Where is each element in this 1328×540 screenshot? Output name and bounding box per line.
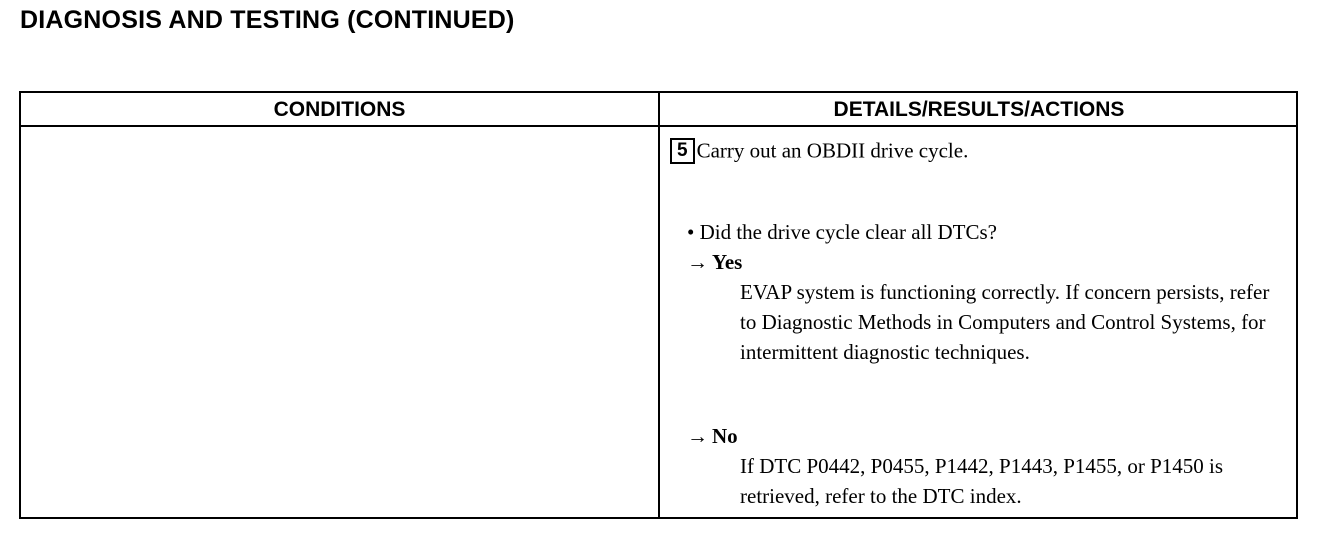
right-arrow-icon: → xyxy=(687,424,708,448)
yes-branch-label xyxy=(687,250,742,275)
details-column-header: DETAILS/RESULTS/ACTIONS xyxy=(833,98,1125,121)
conditions-column-header: CONDITIONS xyxy=(273,98,406,121)
no-label-text: No xyxy=(712,424,738,448)
diagnosis-table xyxy=(19,91,1298,519)
right-arrow-icon: → xyxy=(687,250,708,274)
step-instruction-text: Carry out an OBDII drive cycle. xyxy=(696,138,969,163)
yes-result-text: EVAP system is functioning correctly. If concern persists, refer to Diagnostic Methods in Computers and Control Systems, for intermittent diagnostic techniques. xyxy=(740,280,1270,364)
no-result-text: If DTC P0442, P0455, P1442, P1443, P1455, or P1450 is retrieved, refer to the DTC index. xyxy=(740,454,1224,508)
test-question: • Did the drive cycle clear all DTCs? xyxy=(687,220,997,244)
no-branch-label xyxy=(687,424,738,449)
details-cell xyxy=(660,127,1296,517)
page-title: DIAGNOSIS AND TESTING (CONTINUED) xyxy=(20,6,515,34)
step-instruction xyxy=(670,137,968,164)
step-number-badge: 5 xyxy=(670,138,695,164)
yes-label-text: Yes xyxy=(712,250,743,274)
